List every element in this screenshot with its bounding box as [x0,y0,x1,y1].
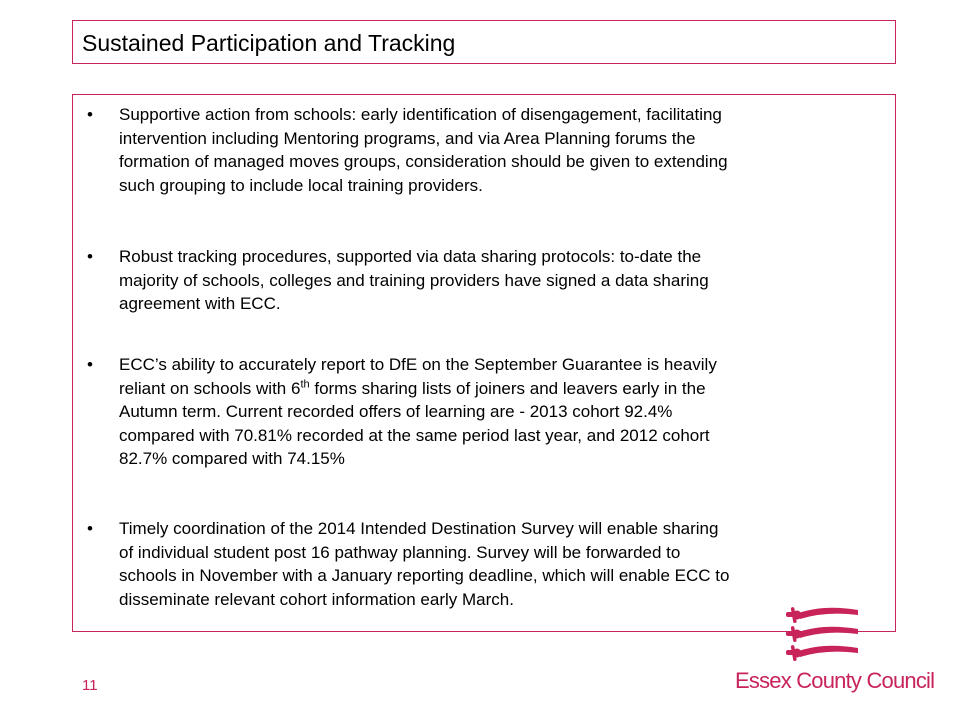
bullet-line: Autumn term. Current recorded offers of learning are - 2013 cohort 92.4% [119,402,673,421]
bullet-line: 82.7% compared with 74.15% [119,449,345,468]
bullet-line: such grouping to include local training providers. [119,175,483,195]
bullet-line-part: reliant on schools with 6 [119,378,301,398]
bullet-line: ECC’s ability to accurately report to DfE on the September Guarantee is heavily [119,355,717,374]
bullet-line: majority of schools, colleges and training providers have signed a data sharing [119,270,709,290]
bullet-text [119,353,879,471]
bullet-line: agreement with ECC. [119,294,281,313]
bullet-dot: • [87,355,93,374]
title-box [72,20,896,64]
bullet-line-part: forms sharing lists of joiners and leavers early in the [309,378,706,398]
bullet-line: formation of managed moves groups, consideration should be given to extending [119,152,728,171]
bullet-line: schools in November with a January reporting deadline, which will enable ECC to [119,566,730,585]
bullet-line: intervention including Mentoring programs, and via Area Planning forums the [119,128,696,148]
bullet-dot: • [87,105,93,124]
slide-title: Sustained Participation and Tracking [82,30,456,56]
bullet-line: Supportive action from schools: early identification of disengagement, facilitating [119,105,722,124]
bullet-line: of individual student post 16 pathway planning. Survey will be forwarded to [119,542,681,562]
bullet-text [119,245,879,316]
bullet-line: Timely coordination of the 2014 Intended Destination Survey will enable sharing [119,519,719,538]
essex-county-council-wordmark: Essex County Council [735,668,935,693]
bullet-dot: • [87,247,93,266]
superscript: th [300,377,310,390]
page-number: 11 [82,677,98,694]
bullet-line: compared with 70.81% recorded at the same period last year, and 2012 cohort [119,425,710,445]
bullet-line: disseminate relevant cohort information early March. [119,589,514,609]
bullet-dot: • [87,519,93,538]
bullet-text [119,517,879,611]
content-box [72,94,896,632]
bullet-line [119,377,879,401]
bullet-line: Robust tracking procedures, supported via data sharing protocols: to-date the [119,247,702,266]
bullet-text [119,103,879,197]
